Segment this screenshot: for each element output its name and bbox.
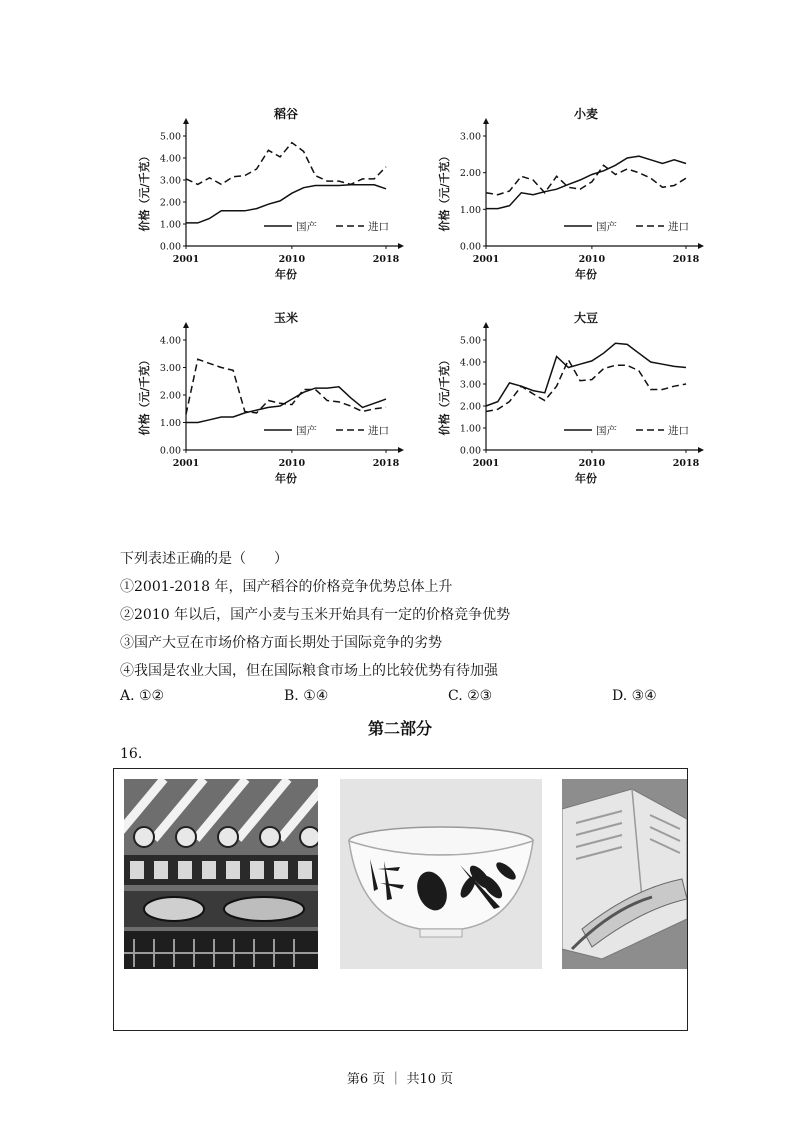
y-axis-arrow <box>483 322 489 328</box>
series-line-domestic <box>486 343 686 406</box>
open-book-photo <box>562 779 687 969</box>
y-tick-label: 4.00 <box>159 153 181 165</box>
y-tick-label: 0.00 <box>159 445 181 457</box>
y-axis-arrow <box>483 118 489 124</box>
series-line-import <box>486 360 686 412</box>
y-axis-arrow <box>183 322 189 328</box>
y-tick-label: 4.00 <box>159 335 181 347</box>
y-tick-label: 3.00 <box>159 363 181 374</box>
price-charts-figure <box>116 96 716 500</box>
x-tick-label: 2001 <box>472 458 500 469</box>
y-tick-label: 1.00 <box>459 204 481 216</box>
series-line-import <box>186 143 386 185</box>
x-tick-label: 2001 <box>172 254 200 265</box>
series-line-import <box>486 165 686 194</box>
legend-label: 进口 <box>368 221 389 233</box>
x-tick-label: 2018 <box>672 458 700 469</box>
chart-corn <box>116 300 416 500</box>
y-tick-label: 2.00 <box>159 197 181 209</box>
choice-d[interactable]: D. ③④ <box>612 688 657 704</box>
x-tick-label: 2018 <box>672 254 700 265</box>
series-line-import <box>186 359 386 414</box>
choice-b[interactable]: B. ①④ <box>284 688 329 704</box>
chart-title: 玉米 <box>273 311 299 325</box>
y-tick-label: 5.00 <box>159 131 181 143</box>
legend-label: 进口 <box>368 425 389 437</box>
y-axis-label: 价格（元/千克） <box>138 354 151 436</box>
y-tick-label: 3.00 <box>159 175 181 187</box>
palace-eaves-photo <box>124 779 318 969</box>
x-tick-label: 2010 <box>278 458 306 469</box>
choice-c[interactable]: C. ②③ <box>448 688 493 704</box>
series-line-domestic <box>186 387 386 423</box>
x-axis-label: 年份 <box>275 268 297 281</box>
y-tick-label: 0.00 <box>459 445 481 457</box>
porcelain-bowl-photo <box>340 779 542 969</box>
statement-1: ①2001-2018 年，国产稻谷的价格竞争优势总体上升 <box>120 579 453 595</box>
section-title: 第二部分 <box>367 719 432 738</box>
legend-label: 进口 <box>668 425 689 437</box>
y-tick-label: 0.00 <box>159 241 181 253</box>
legend-label: 国产 <box>296 425 317 437</box>
chart-rice <box>116 96 416 296</box>
x-tick-label: 2001 <box>472 254 500 265</box>
page-footer: 第6 页 ｜ 共10 页 <box>346 1072 454 1087</box>
y-tick-label: 1.00 <box>159 219 181 231</box>
y-tick-label: 2.00 <box>459 168 481 180</box>
x-tick-label: 2010 <box>578 254 606 265</box>
chart-soybean <box>416 300 716 500</box>
legend-label: 国产 <box>296 221 317 233</box>
x-tick-label: 2018 <box>372 458 400 469</box>
y-tick-label: 1.00 <box>159 418 181 429</box>
x-axis-label: 年份 <box>575 268 597 281</box>
x-axis-arrow <box>398 447 404 453</box>
answer-choices <box>120 688 680 708</box>
statement-4: ④我国是农业大国，但在国际粮食市场上的比较优势有待加强 <box>120 663 498 679</box>
y-tick-label: 1.00 <box>459 423 481 435</box>
x-axis-label: 年份 <box>575 472 597 485</box>
x-axis-arrow <box>698 447 704 453</box>
y-tick-label: 3.00 <box>459 131 481 143</box>
question-number: 16. <box>120 746 143 762</box>
x-tick-label: 2010 <box>278 254 306 265</box>
choice-a[interactable]: A. ①② <box>120 688 165 704</box>
y-tick-label: 2.00 <box>459 401 481 413</box>
chart-title: 稻谷 <box>273 107 299 121</box>
series-line-domestic <box>186 185 386 223</box>
legend-label: 进口 <box>668 221 689 233</box>
y-tick-label: 3.00 <box>459 379 481 391</box>
y-tick-label: 4.00 <box>459 357 481 369</box>
y-tick-label: 0.00 <box>459 241 481 253</box>
x-axis-arrow <box>698 243 704 249</box>
y-axis-label: 价格（元/千克） <box>138 150 151 232</box>
x-tick-label: 2018 <box>372 254 400 265</box>
y-axis-label: 价格（元/千克） <box>438 354 451 436</box>
chart-title: 大豆 <box>573 311 599 325</box>
x-tick-label: 2010 <box>578 458 606 469</box>
y-tick-label: 2.00 <box>159 390 181 402</box>
image-frame <box>113 768 688 1031</box>
x-tick-label: 2001 <box>172 458 200 469</box>
chart-title: 小麦 <box>573 107 599 121</box>
chart-wheat <box>416 96 716 296</box>
statement-3: ③国产大豆在市场价格方面长期处于国际竞争的劣势 <box>120 635 442 651</box>
statement-2: ②2010 年以后，国产小麦与玉米开始具有一定的价格竞争优势 <box>120 607 511 623</box>
question-stem: 下列表述正确的是（ ） <box>120 551 288 567</box>
y-axis-label: 价格（元/千克） <box>438 150 451 232</box>
legend-label: 国产 <box>596 221 617 233</box>
legend-label: 国产 <box>596 425 617 437</box>
x-axis-arrow <box>398 243 404 249</box>
y-axis-arrow <box>183 118 189 124</box>
y-tick-label: 5.00 <box>459 335 481 347</box>
x-axis-label: 年份 <box>275 472 297 485</box>
